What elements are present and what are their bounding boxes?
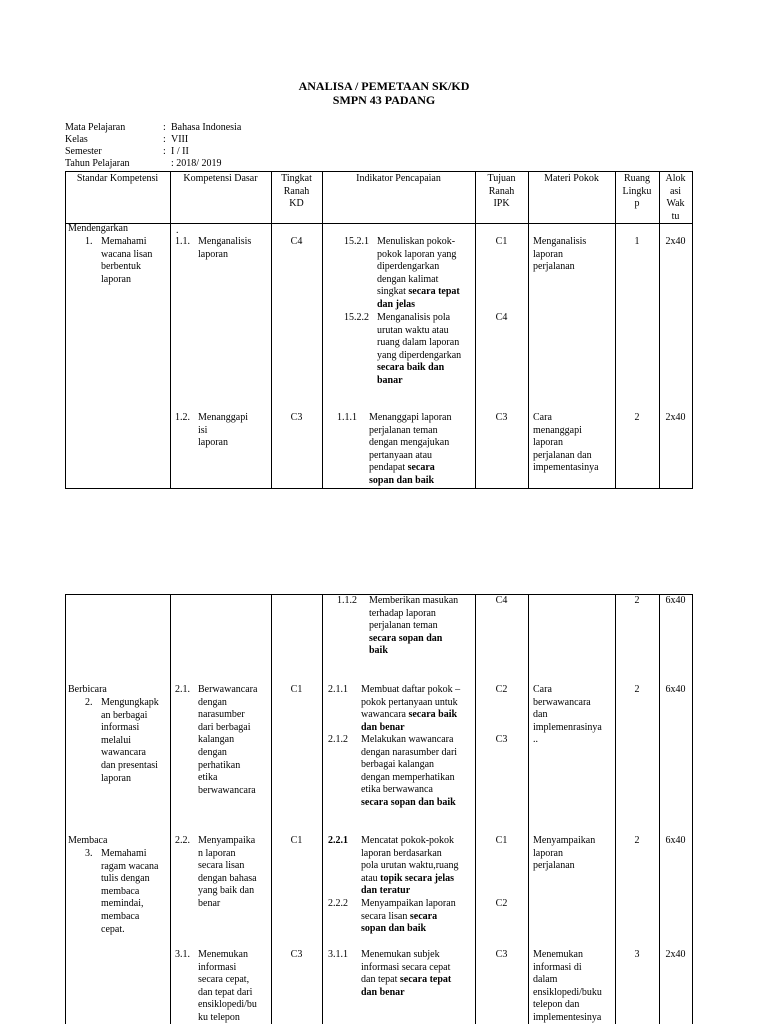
- text-line-bold: baik: [369, 645, 388, 657]
- table-border: [65, 488, 693, 489]
- text-line-bold: dan jelas: [377, 298, 416, 310]
- text-line: etika: [198, 772, 218, 784]
- tujuan-value: C4: [495, 595, 508, 606]
- tujuan-value: C2: [495, 898, 508, 909]
- text-normal: atau: [361, 872, 381, 884]
- indikator-text: [369, 595, 473, 658]
- ruang-value: 2: [634, 595, 640, 606]
- text-line: [361, 911, 475, 924]
- indikator-text: [369, 412, 473, 488]
- text-line: ruang dalam laporan: [377, 337, 460, 349]
- header-indikator: Indikator Pencapaian: [356, 173, 441, 184]
- meta-value: I / II: [171, 146, 189, 157]
- indikator-number: 2.2.1: [328, 835, 348, 846]
- meta-label: Kelas: [65, 134, 88, 145]
- alokasi-value: 6x40: [665, 595, 686, 606]
- text-line: dan presentasi: [101, 759, 158, 771]
- text-line: dengan: [198, 746, 227, 758]
- materi-text: [533, 835, 595, 873]
- text-line: informasi: [198, 961, 237, 973]
- meta-label: Mata Pelajaran: [65, 122, 126, 133]
- materi-text: [533, 412, 599, 475]
- text-line: dengan memperhatikan: [361, 771, 455, 783]
- text-line: dan tepat dari: [198, 986, 253, 998]
- table-border: [65, 223, 693, 224]
- page-subtitle: SMPN 43 PADANG: [332, 93, 436, 107]
- alokasi-value: 6x40: [665, 684, 686, 695]
- text-line: laporan: [533, 248, 563, 260]
- text-line: etika berwawanca: [361, 784, 433, 796]
- kd-text: [198, 835, 257, 911]
- text-line: cepat.: [101, 923, 125, 935]
- indikator-text: [361, 734, 475, 810]
- text-line: perjalanan: [533, 261, 575, 273]
- text-line: berbentuk: [101, 261, 141, 273]
- sk-text: [101, 236, 152, 286]
- text-line: wacana lisan: [101, 248, 153, 260]
- sk-heading: Membaca: [68, 835, 108, 846]
- alokasi-value: 2x40: [665, 412, 686, 423]
- kd-number: 3.1.: [175, 949, 190, 960]
- tingkat-value: C4: [290, 236, 303, 247]
- indikator-number: 15.2.2: [344, 312, 369, 323]
- table-border: [692, 171, 693, 489]
- ruang-value: 2: [634, 835, 640, 846]
- header-line: Ruang: [623, 173, 651, 184]
- text-line: informasi: [101, 722, 140, 734]
- sk-number: 1.: [85, 236, 93, 247]
- tujuan-value: C1: [495, 835, 508, 846]
- sk-text: [101, 848, 158, 936]
- meta-value: Bahasa Indonesia: [171, 122, 242, 133]
- text-line: Cara: [533, 684, 552, 695]
- text-line: Berwawancara: [198, 684, 258, 695]
- text-line: Menyampaika: [198, 835, 256, 846]
- header-tingkat: [271, 173, 322, 211]
- sk-heading: Berbicara: [68, 684, 107, 695]
- text-line: dan: [533, 709, 548, 721]
- text-line: Memahami: [101, 236, 147, 247]
- table-border: [528, 594, 529, 1024]
- text-line-bold: sopan dan baik: [361, 923, 427, 935]
- header-alokasi: [659, 173, 692, 223]
- meta-row-semester: [65, 146, 241, 158]
- meta-colon: :: [163, 146, 166, 157]
- text-bold: secara: [409, 910, 438, 922]
- header-materi: Materi Pokok: [544, 173, 599, 184]
- text-line: Menganalisis: [533, 236, 587, 247]
- text-line: [369, 462, 473, 475]
- text-line: dengan mengajukan: [369, 437, 450, 449]
- tingkat-value: C3: [290, 412, 303, 423]
- text-line: laporan: [198, 248, 228, 260]
- text-line: Menuliskan pokok-: [377, 236, 456, 247]
- header-line: Ranah: [283, 185, 310, 197]
- text-bold: secara baik: [408, 709, 458, 721]
- text-line-bold: secara baik dan: [377, 362, 445, 374]
- text-line: Menemukan subjek: [361, 949, 440, 960]
- materi-text: [533, 236, 586, 274]
- kd-dot: .: [176, 225, 179, 236]
- table-border: [271, 171, 272, 489]
- text-line: Memahami: [101, 848, 147, 859]
- indikator-number: 2.1.2: [328, 734, 348, 745]
- text-line: informasi secara cepat: [361, 961, 451, 973]
- text-line: secara cepat,: [198, 974, 250, 986]
- text-line: perjalanan: [533, 860, 575, 872]
- text-line: Menemukan: [198, 949, 248, 960]
- text-line: Menganalisis pola: [377, 312, 451, 323]
- header-tujuan: [475, 173, 528, 211]
- alokasi-value: 2x40: [665, 236, 686, 247]
- text-line: yang baik dan: [198, 885, 255, 897]
- text-line-bold: secara sopan dan: [369, 632, 443, 644]
- sk-text: [101, 697, 159, 785]
- table-border: [170, 594, 171, 1024]
- text-line: berbagai kalangan: [361, 759, 435, 771]
- indikator-number: 1.1.1: [337, 412, 357, 423]
- table-border: [65, 171, 66, 489]
- header-line: Ranah: [488, 185, 515, 197]
- text-line: terhadap laporan: [369, 607, 436, 619]
- text-bold: secara tepat: [399, 974, 452, 986]
- text-bold: secara: [407, 462, 435, 474]
- text-line: membaca: [101, 910, 140, 922]
- text-line: wawancara: [101, 747, 146, 759]
- text-normal: dan tepat: [361, 974, 400, 986]
- tingkat-value: C1: [290, 684, 303, 695]
- kd-number: 2.1.: [175, 684, 190, 695]
- text-line: laporan berdasarkan: [361, 847, 442, 859]
- alokasi-value: 2x40: [665, 949, 686, 960]
- meta-value: : 2018/ 2019: [171, 158, 222, 169]
- text-line: urutan waktu atau: [377, 324, 449, 336]
- kd-number: 1.1.: [175, 236, 190, 247]
- header-sk: Standar Kompetensi: [76, 173, 159, 184]
- text-line-bold: dan teratur: [361, 885, 411, 897]
- meta-row-subject: [65, 122, 241, 134]
- table-border: [475, 171, 476, 489]
- meta-label: Semester: [65, 146, 102, 157]
- text-line: isi: [198, 424, 208, 436]
- header-line: Alok: [665, 173, 686, 184]
- text-bold: topik secara jelas: [380, 872, 455, 884]
- text-line: berwawancara: [198, 784, 256, 796]
- text-line: perhatikan: [198, 759, 241, 771]
- meta-row-year: [65, 158, 241, 170]
- indikator-text: [377, 236, 475, 312]
- header-line: Tujuan: [487, 173, 516, 184]
- text-line: impementasinya: [533, 462, 599, 474]
- text-line: pokok pertanyaan untuk: [361, 696, 458, 708]
- text-line: laporan: [533, 437, 563, 449]
- meta-label: Tahun Pelajaran: [65, 158, 130, 169]
- tujuan-value: C1: [495, 236, 508, 247]
- text-line: yang diperdengarkan: [377, 349, 462, 361]
- text-line: pokok laporan yang: [377, 248, 457, 260]
- text-line: Menyampaikan laporan: [361, 898, 456, 909]
- text-line: Menemukan: [533, 949, 583, 960]
- meta-value: VIII: [171, 134, 189, 145]
- text-line: informasi di: [533, 961, 582, 973]
- table-border: [170, 171, 171, 489]
- text-line: dengan narasumber dari: [361, 746, 458, 758]
- kd-text: [198, 684, 257, 797]
- header-line: IPK: [493, 198, 510, 210]
- indikator-text: [377, 312, 475, 388]
- ruang-value: 2: [634, 412, 640, 423]
- materi-text: [533, 684, 602, 747]
- tingkat-value: C1: [290, 835, 303, 846]
- text-line: dari berbagai: [198, 721, 251, 733]
- text-line: ..: [533, 734, 538, 746]
- text-line: Menanggapi: [198, 412, 248, 423]
- kd-text: [198, 236, 251, 261]
- ruang-value: 2: [634, 684, 640, 695]
- sk-number: 3.: [85, 848, 93, 859]
- tujuan-value: C2: [495, 684, 508, 695]
- kd-text: [198, 412, 248, 450]
- text-line: laporan: [101, 273, 131, 285]
- kd-number: 1.2.: [175, 412, 190, 423]
- text-line: dengan bahasa: [198, 872, 257, 884]
- header-line: KD: [289, 198, 304, 210]
- text-line-bold: sopan dan baik: [369, 474, 435, 486]
- tingkat-value: C3: [290, 949, 303, 960]
- text-line: perjalanan teman: [369, 424, 438, 436]
- text-line: secara lisan: [198, 860, 245, 872]
- sk-number: 2.: [85, 697, 93, 708]
- text-normal: singkat: [377, 286, 409, 298]
- text-line: Cara: [533, 412, 552, 423]
- text-line: telepon dan: [533, 999, 580, 1011]
- table-border: [65, 594, 66, 1024]
- text-line: Mencatat pokok-pokok: [361, 835, 455, 846]
- text-line: kalangan: [198, 734, 235, 746]
- table-border: [615, 171, 616, 489]
- indikator-text: [361, 898, 475, 936]
- text-line-bold: banar: [377, 374, 403, 386]
- text-bold: secara tepat: [408, 286, 460, 298]
- table-border: [692, 594, 693, 1024]
- text-line-bold: dan benar: [361, 721, 405, 733]
- kd-number: 2.2.: [175, 835, 190, 846]
- text-line: laporan: [533, 847, 563, 859]
- text-line: [361, 873, 475, 886]
- text-line: ku telepon: [198, 1011, 240, 1023]
- text-line: benar: [198, 897, 221, 909]
- indikator-number: 1.1.2: [337, 595, 357, 606]
- text-line: ensiklopedi/bu: [198, 999, 257, 1011]
- header-line: Lingku: [622, 185, 652, 197]
- indikator-number: 2.2.2: [328, 898, 348, 909]
- document-meta: [65, 122, 241, 170]
- header-line: Tingkat: [281, 173, 312, 184]
- indikator-number: 3.1.1: [328, 949, 348, 960]
- indikator-text: [361, 949, 475, 999]
- meta-colon: :: [163, 134, 166, 145]
- text-line: membaca: [101, 885, 140, 897]
- table-border: [322, 594, 323, 1024]
- table-border: [528, 171, 529, 489]
- text-line: [377, 286, 475, 299]
- text-line: Menyampaikan: [533, 835, 596, 846]
- text-line: tulis dengan: [101, 873, 150, 885]
- sk-heading: Mendengarkan: [68, 223, 128, 234]
- meta-colon: :: [163, 122, 166, 133]
- ruang-value: 1: [634, 236, 640, 247]
- text-line-bold: dan benar: [361, 986, 405, 998]
- text-line: laporan: [198, 437, 228, 449]
- header-ruang: [615, 173, 659, 211]
- text-normal: wawancara: [361, 709, 409, 721]
- text-line: melalui: [101, 734, 131, 746]
- header-line: p: [634, 198, 640, 210]
- text-line: Menganalisis: [198, 236, 252, 247]
- header-line: Wak: [666, 198, 685, 210]
- text-line: Mengungkapk: [101, 697, 159, 708]
- text-line: memindai,: [101, 898, 144, 910]
- text-normal: secara lisan: [361, 910, 410, 922]
- text-line: perjalanan teman: [369, 620, 438, 632]
- tujuan-value: C4: [495, 312, 508, 323]
- materi-text: [533, 949, 602, 1025]
- text-line: an berbagai: [101, 709, 148, 721]
- text-line: dengan: [198, 696, 227, 708]
- indikator-text: [361, 684, 475, 734]
- text-line: pertanyaan atau: [369, 449, 433, 461]
- indikator-text: [361, 835, 475, 898]
- header-line: tu: [671, 210, 680, 222]
- indikator-number: 15.2.1: [344, 236, 369, 247]
- text-line: Membuat daftar pokok –: [361, 684, 461, 695]
- header-kd: Kompetensi Dasar: [183, 173, 258, 184]
- text-line: berwawancara: [533, 696, 591, 708]
- tujuan-value: C3: [495, 412, 508, 423]
- ruang-value: 3: [634, 949, 640, 960]
- text-line: [361, 709, 475, 722]
- tujuan-value: C3: [495, 949, 508, 960]
- meta-row-class: [65, 134, 241, 146]
- text-line: Menanggapi laporan: [369, 412, 452, 423]
- kd-text: [198, 949, 257, 1025]
- text-line: narasumber: [198, 709, 245, 721]
- text-line: pola urutan waktu,ruang: [361, 860, 459, 872]
- text-line: Melakukan wawancara: [361, 734, 454, 745]
- table-border: [322, 171, 323, 489]
- text-line: menanggapi: [533, 424, 582, 436]
- text-line-bold: secara sopan dan baik: [361, 796, 456, 808]
- text-line: [361, 974, 475, 987]
- text-line: implemenrasinya: [533, 721, 602, 733]
- text-line: n laporan: [198, 847, 236, 859]
- text-line: laporan: [101, 772, 131, 784]
- text-line: dalam: [533, 974, 558, 986]
- table-border: [65, 171, 693, 172]
- page-title: ANALISA / PEMETAAN SK/KD: [298, 79, 470, 93]
- tujuan-value: C3: [495, 734, 508, 745]
- alokasi-value: 6x40: [665, 835, 686, 846]
- text-line: implementesinya: [533, 1011, 602, 1023]
- text-line: ensiklopedi/buku: [533, 986, 602, 998]
- text-line: diperdengarkan: [377, 261, 440, 273]
- indikator-number: 2.1.1: [328, 684, 348, 695]
- text-line: perjalanan dan: [533, 449, 592, 461]
- header-line: asi: [669, 185, 682, 197]
- text-line: Memberikan masukan: [369, 595, 459, 606]
- text-normal: pendapat: [369, 462, 408, 474]
- text-line: ragam wacana: [101, 860, 159, 872]
- text-line: dengan kalimat: [377, 273, 439, 285]
